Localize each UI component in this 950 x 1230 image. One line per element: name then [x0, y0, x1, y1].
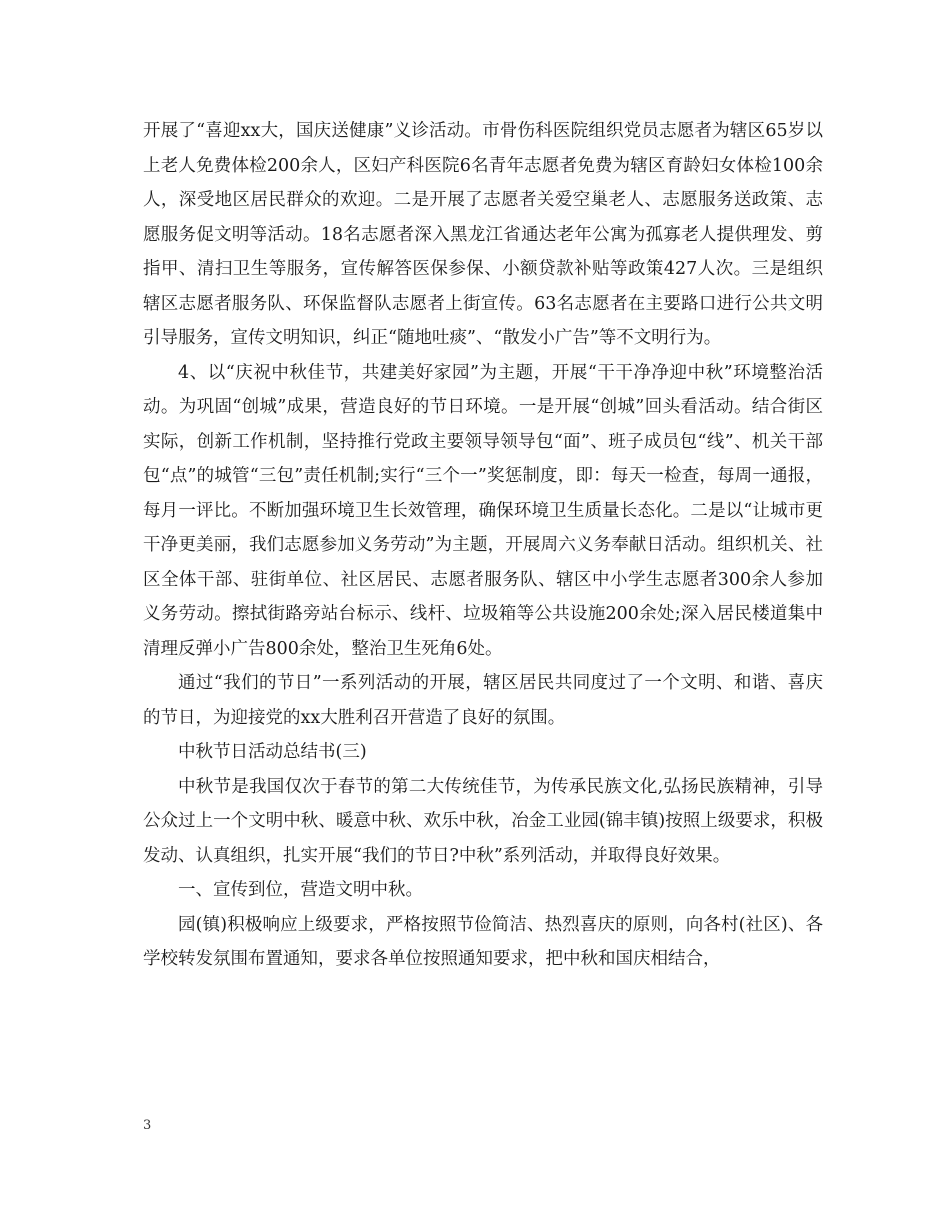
document-body	[143, 114, 823, 977]
paragraph-4: 中秋节是我国仅次于春节的第二大传统佳节，为传承民族文化,弘扬民族精神，引导公众过上一个文明中秋、暖意中秋、欢乐中秋，冶金工业园(锦丰镇)按照上级要求，积极发动、认真组织，扎实开展“我们的节日?中秋”系列活动，并取得良好效果。	[143, 776, 823, 866]
paragraph-1: 开展了“喜迎xx大，国庆送健康”义诊活动。市骨伤科医院组织党员志愿者为辖区65岁以上老人免费体检200余人，区妇产科医院6名青年志愿者免费为辖区育龄妇女体检100余人，深受地区居民群众的欢迎。二是开展了志愿者关爱空巢老人、志愿服务送政策、志愿服务促文明等活动。18名志愿者深入黑龙江省通达老年公寓为孤寡老人提供理发、剪指甲、清扫卫生等服务，宣传解答医保参保、小额贷款补贴等政策427人次。三是组织辖区志愿者服务队、环保监督队志愿者上街宣传。63名志愿者在主要路口进行公共文明引导服务，宣传文明知识，纠正“随地吐痰”、“散发小广告”等不文明行为。	[143, 121, 823, 348]
paragraph-2: 4、以“庆祝中秋佳节，共建美好家园”为主题，开展“干干净净迎中秋”环境整治活动。为巩固“创城”成果，营造良好的节日环境。一是开展“创城”回头看活动。结合街区实际，创新工作机制，坚持推行党政主要领导领导包“面”、班子成员包“线”、机关干部包“点”的城管“三包”责任机制;实行“三个一”奖惩制度，即：每天一检查，每周一通报，每月一评比。不断加强环境卫生长效管理，确保环境卫生质量长态化。二是以“让城市更干净更美丽，我们志愿参加义务劳动”为主题，开展周六义务奉献日活动。组织机关、社区全体干部、驻街单位、社区居民、志愿者服务队、辖区中小学生志愿者300余人参加义务劳动。擦拭街路旁站台标示、线杆、垃圾箱等公共设施200余处;深入居民楼道集中清理反弹小广告800余处，整治卫生死角6处。	[143, 362, 823, 659]
paragraph-3: 通过“我们的节日”一系列活动的开展，辖区居民共同度过了一个文明、和谐、喜庆的节日，为迎接党的xx大胜利召开营造了良好的氛围。	[143, 673, 823, 728]
page-number: 3	[143, 1118, 152, 1133]
paragraph-5: 园(镇)积极响应上级要求，严格按照节俭简洁、热烈喜庆的原则，向各村(社区)、各学校转发氛围布置通知，要求各单位按照通知要求，把中秋和国庆相结合，	[143, 914, 823, 969]
section-heading: 中秋节日活动总结书(三)	[178, 742, 367, 762]
subheading: 一、宣传到位，营造文明中秋。	[178, 880, 423, 900]
